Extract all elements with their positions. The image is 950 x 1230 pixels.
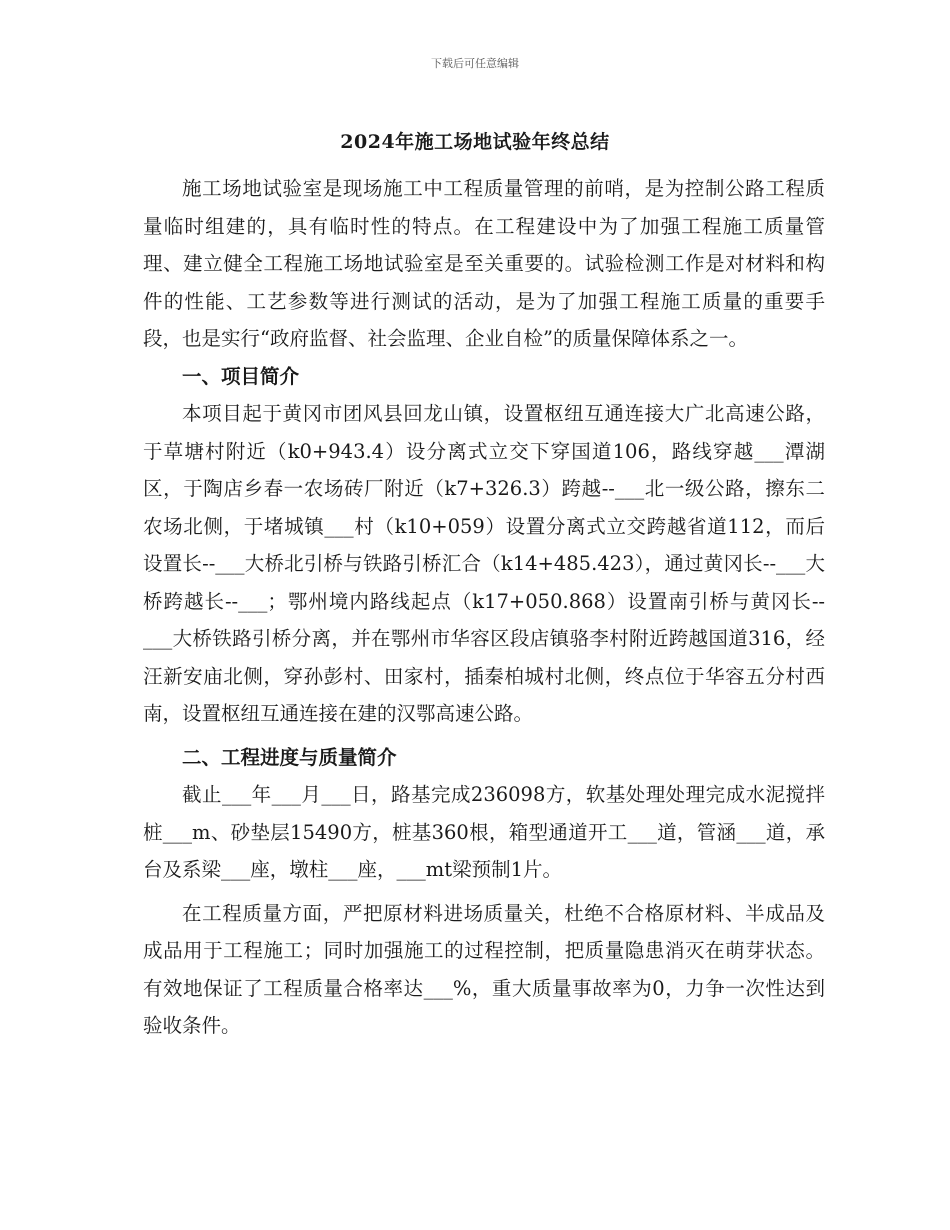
project-overview-paragraph: 本项目起于黄冈市团风县回龙山镇，设置枢纽互通连接大广北高速公路，于草塘村附近（k0+943.4）设分离式立交下穿国道106，路线穿越___潭湖区，于陶店乡春一农场砖厂附近（k7+326.3）跨越--___北一级公路，擦东二农场北侧，于堵城镇___村（k10+059）设置分离式立交跨越省道112，而后设置长--___大桥北引桥与铁路引桥汇合（k14+485.423），通过黄冈长--___大桥跨越长--___；鄂州境内路线起点（k17+050.868）设置南引桥与黄冈长--___大桥铁路引桥分离，并在鄂州市华容区段店镇骆李村附近跨越国道316，经汪新安庙北侧，穿孙彭村、田家村，插秦柏城村北侧，终点位于华容五分村西南，设置枢纽互通连接在建的汉鄂高速公路。 (143, 402, 825, 725)
progress-paragraph: 截止___年___月___日，路基完成236098方，软基处理处理完成水泥搅拌桩___m、砂垫层15490方，桩基360根，箱型通道开工___道，管涵___道，承台及系梁___座，墩柱___座，___mt梁预制1片。 (143, 783, 825, 881)
document-title: 2024年施工场地试验年终总结 (340, 131, 610, 153)
intro-paragraph: 施工场地试验室是现场施工中工程质量管理的前哨，是为控制公路工程质量临时组建的，具有临时性的特点。在工程建设中为了加强工程施工质量管理、建立健全工程施工场地试验室是至关重要的。试验检测工作是对材料和构件的性能、工艺参数等进行测试的活动，是为了加强工程施工质量的重要手段，也是实行“政府监督、社会监理、企业自检”的质量保障体系之一。 (143, 177, 825, 350)
header-note: 下载后可任意编辑 (431, 57, 519, 70)
quality-paragraph: 在工程质量方面，严把原材料进场质量关，杜绝不合格原材料、半成品及成品用于工程施工；同时加强施工的过程控制，把质量隐患消灭在萌芽状态。有效地保证了工程质量合格率达___%，重大质量事故率为0，力争一次性达到验收条件。 (143, 901, 825, 1037)
section-heading-project-overview: 一、项目简介 (182, 364, 300, 388)
section-heading-progress-quality: 二、工程进度与质量简介 (182, 745, 397, 769)
document-body (143, 170, 825, 1045)
